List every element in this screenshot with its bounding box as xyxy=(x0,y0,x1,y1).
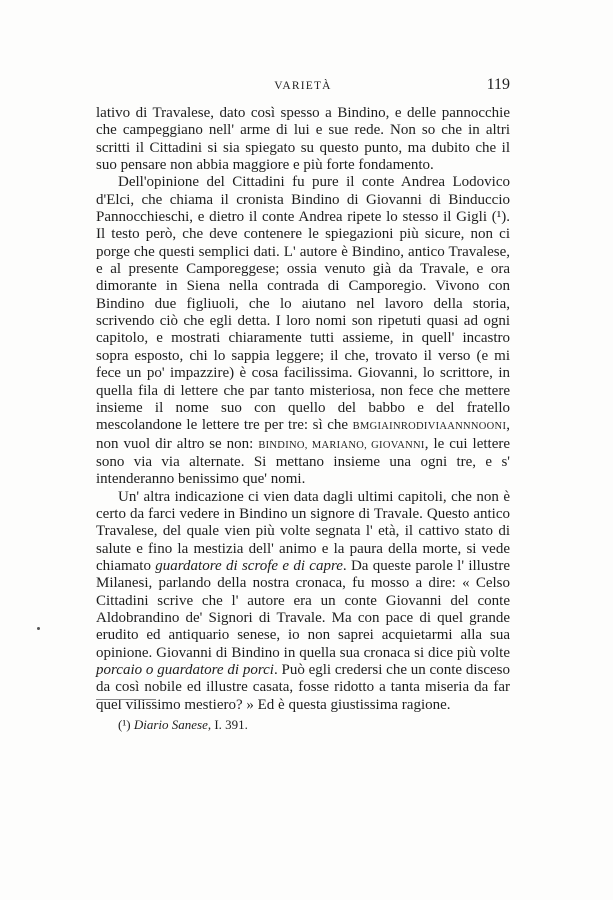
footnote-source: Diario Sanese xyxy=(133,717,208,732)
paragraph-3 xyxy=(96,489,510,714)
footnote-ref: , I. 391. xyxy=(207,717,248,732)
paragraph-1 xyxy=(96,105,510,174)
text-run: ). Il testo però, che deve contenere le spiegazioni più sicure, non ci porge che questi semplici dati. L' autore è Bindino, antico Travalese, e al presente Camporeggese; ossia venuto già da Travale, e ora dimorante in Siena nella contrada di Camporegio. Vivono con Bindino due figliuoli, che lo aiutano nel lavoro della storia, scrivendo ciò che egli detta. I loro nomi son ripetuti quasi ad ogni capitolo, e mostrati chiaramente tutti assieme, in quell' incastro sopra esposto, chi lo sappia leggere; il che, trovato il verso (e mi fece un po' impazzire) è cosa facilissima. Giovanni, lo scrittore, in quella fila di lettere che par tanto misteriosa, non fece che mettere insieme il nome suo con quello del babbo e del fratello mescolandone le lettere tre per tre: sì che xyxy=(96,209,510,434)
running-head xyxy=(96,76,510,96)
smallcaps-run: BMGIAINRODIVIAANNNOONI xyxy=(352,421,507,433)
body-text xyxy=(96,105,510,714)
text-run: . Può egli credersi che un conte disceso da così nobile ed illustre casata, fosse ridotto a tanta miseria da far quel vilissimo mestiero? » Ed è questa giustissima ragione. xyxy=(96,662,510,713)
running-title: VARIETÀ xyxy=(274,80,332,92)
smallcaps-run: BINDINO, MARIANO, GIOVANNI xyxy=(258,439,425,451)
italic-run: porcaio o guardatore di porci xyxy=(96,662,274,678)
text-run: Dell'opinione del Cittadini fu pure il conte Andrea Lodovico d'Elci, che chiama il cronista Bindino di Giovanni di Binduccio Pannocchieschi, e dietro il conte Andrea ripete lo stesso il Gigli ( xyxy=(96,174,510,226)
footnote xyxy=(118,717,248,733)
footnote-rule xyxy=(96,699,156,700)
text-run: , le cui lettere sono via via alternate. Si mettano insieme una ogni tre, e s' intenderanno benissimo que' nomi. xyxy=(96,435,511,488)
text-run: Un' altra indicazione ci vien data dagli ultimi capitoli, che non è certo da farci vedere in Bindino un signore di Travale. Questo antico Travalese, del quale vien più volte segnata l' età, il cattivo stato di salute e fino la mestizia dell' animo e la paura della morte, si vede chiamato xyxy=(96,488,510,574)
footnote-ref-mark: ¹ xyxy=(496,209,502,226)
text-run: . Da queste parole l' illustre Milanesi, parlando della nostra cronaca, fu mosso a dire: « Celso Cittadini scrive che l' autore era un conte Giovanni del conte Aldobrandino de' Signori di Travale. Ma con pace di quel grande erudito ed antiquario senese, io non saprei acquietarmi alla sua opinione. Giovanni di Bindino in quella sua cronaca si dice più volte xyxy=(96,557,510,661)
text-run: lativo di Travalese, dato così spesso a Bindino, e delle pannocchie che campeggiano nell' arme di lui e sue rede. Non so che in altri scritti il Cittadini si sia spiegato su questo punto, ma dubito che il suo pensare non abbia maggiore e più forte fondamento. xyxy=(96,105,510,174)
footnote-marker: (¹) xyxy=(118,717,131,732)
page-number: 119 xyxy=(486,76,510,93)
paragraph-2 xyxy=(96,174,510,488)
text-run: , non vuol dir altro se non: xyxy=(96,417,510,452)
margin-dot xyxy=(37,627,40,630)
italic-run: guardatore di scrofe e di capre xyxy=(155,557,343,574)
